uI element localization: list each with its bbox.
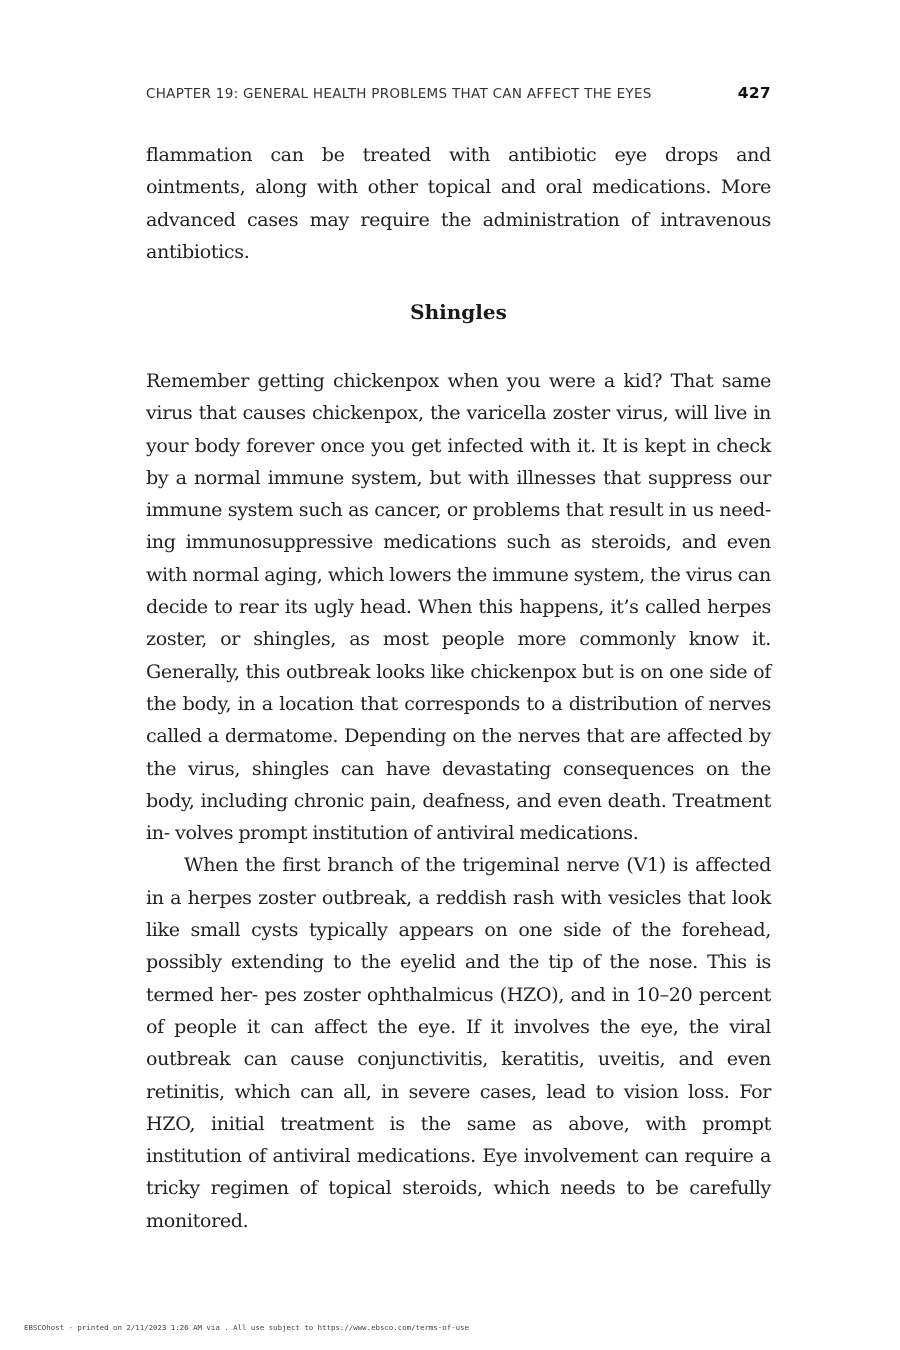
shingles-text-block	[146, 365, 771, 1237]
section-heading: Shingles	[410, 300, 507, 324]
footer-notice: EBSCOhost - printed on 2/11/2023 1:26 AM via . All use subject to https://www.ebsco.com/terms-of-use	[24, 1323, 469, 1332]
body-paragraph-2: When the first branch of the trigeminal nerve (V1) is affected in a herpes zoster outbreak, a reddish rash with vesicles that look like small cysts typically appears on one side of the forehead, possibly extending to the eyelid and the tip of the nose. This is termed her- pes zoster ophthalmicus (HZO), and in 10–20 percent of people it can affect the eye. If it involves the eye, the viral outbreak can cause conjunctivitis, keratitis, uveitis, and even retinitis, which can all, in severe cases, lead to vision loss. For HZO, initial treatment is the same as above, with prompt institution of antiviral medications. Eye involvement can require a tricky regimen of topical steroids, which needs to be carefully monitored.	[146, 853, 771, 1232]
running-header	[146, 84, 771, 104]
continuation-paragraph: flammation can be treated with antibiotic eye drops and ointments, along with other topical and oral medications. More advanced cases may require the administration of intravenous antibiotics.	[146, 143, 771, 263]
page-number: 427	[737, 84, 771, 102]
chapter-title: CHAPTER 19: GENERAL HEALTH PROBLEMS THAT CAN AFFECT THE EYES	[146, 86, 652, 102]
continuation-text-block	[146, 139, 771, 268]
body-paragraph-1: Remember getting chickenpox when you were a kid? That same virus that causes chickenpox, the varicella zoster virus, will live in your body forever once you get infected with it. It is kept in check by a normal immune system, but with illnesses that suppress our immune system such as cancer, or problems that result in us need- ing immunosuppressive medications such as steroids, and even with normal aging, which lowers the immune system, the virus can decide to rear its ugly head. When this happens, it’s called herpes zoster, or shingles, as most people more commonly know it. Generally, this outbreak looks like chickenpox but is on one side of the body, in a location that corresponds to a distribution of nerves called a dermatome. Depending on the nerves that are affected by the virus, shingles can have devastating consequences on the body, including chronic pain, deafness, and even death. Treatment in- volves prompt institution of antiviral medications.	[146, 369, 771, 845]
